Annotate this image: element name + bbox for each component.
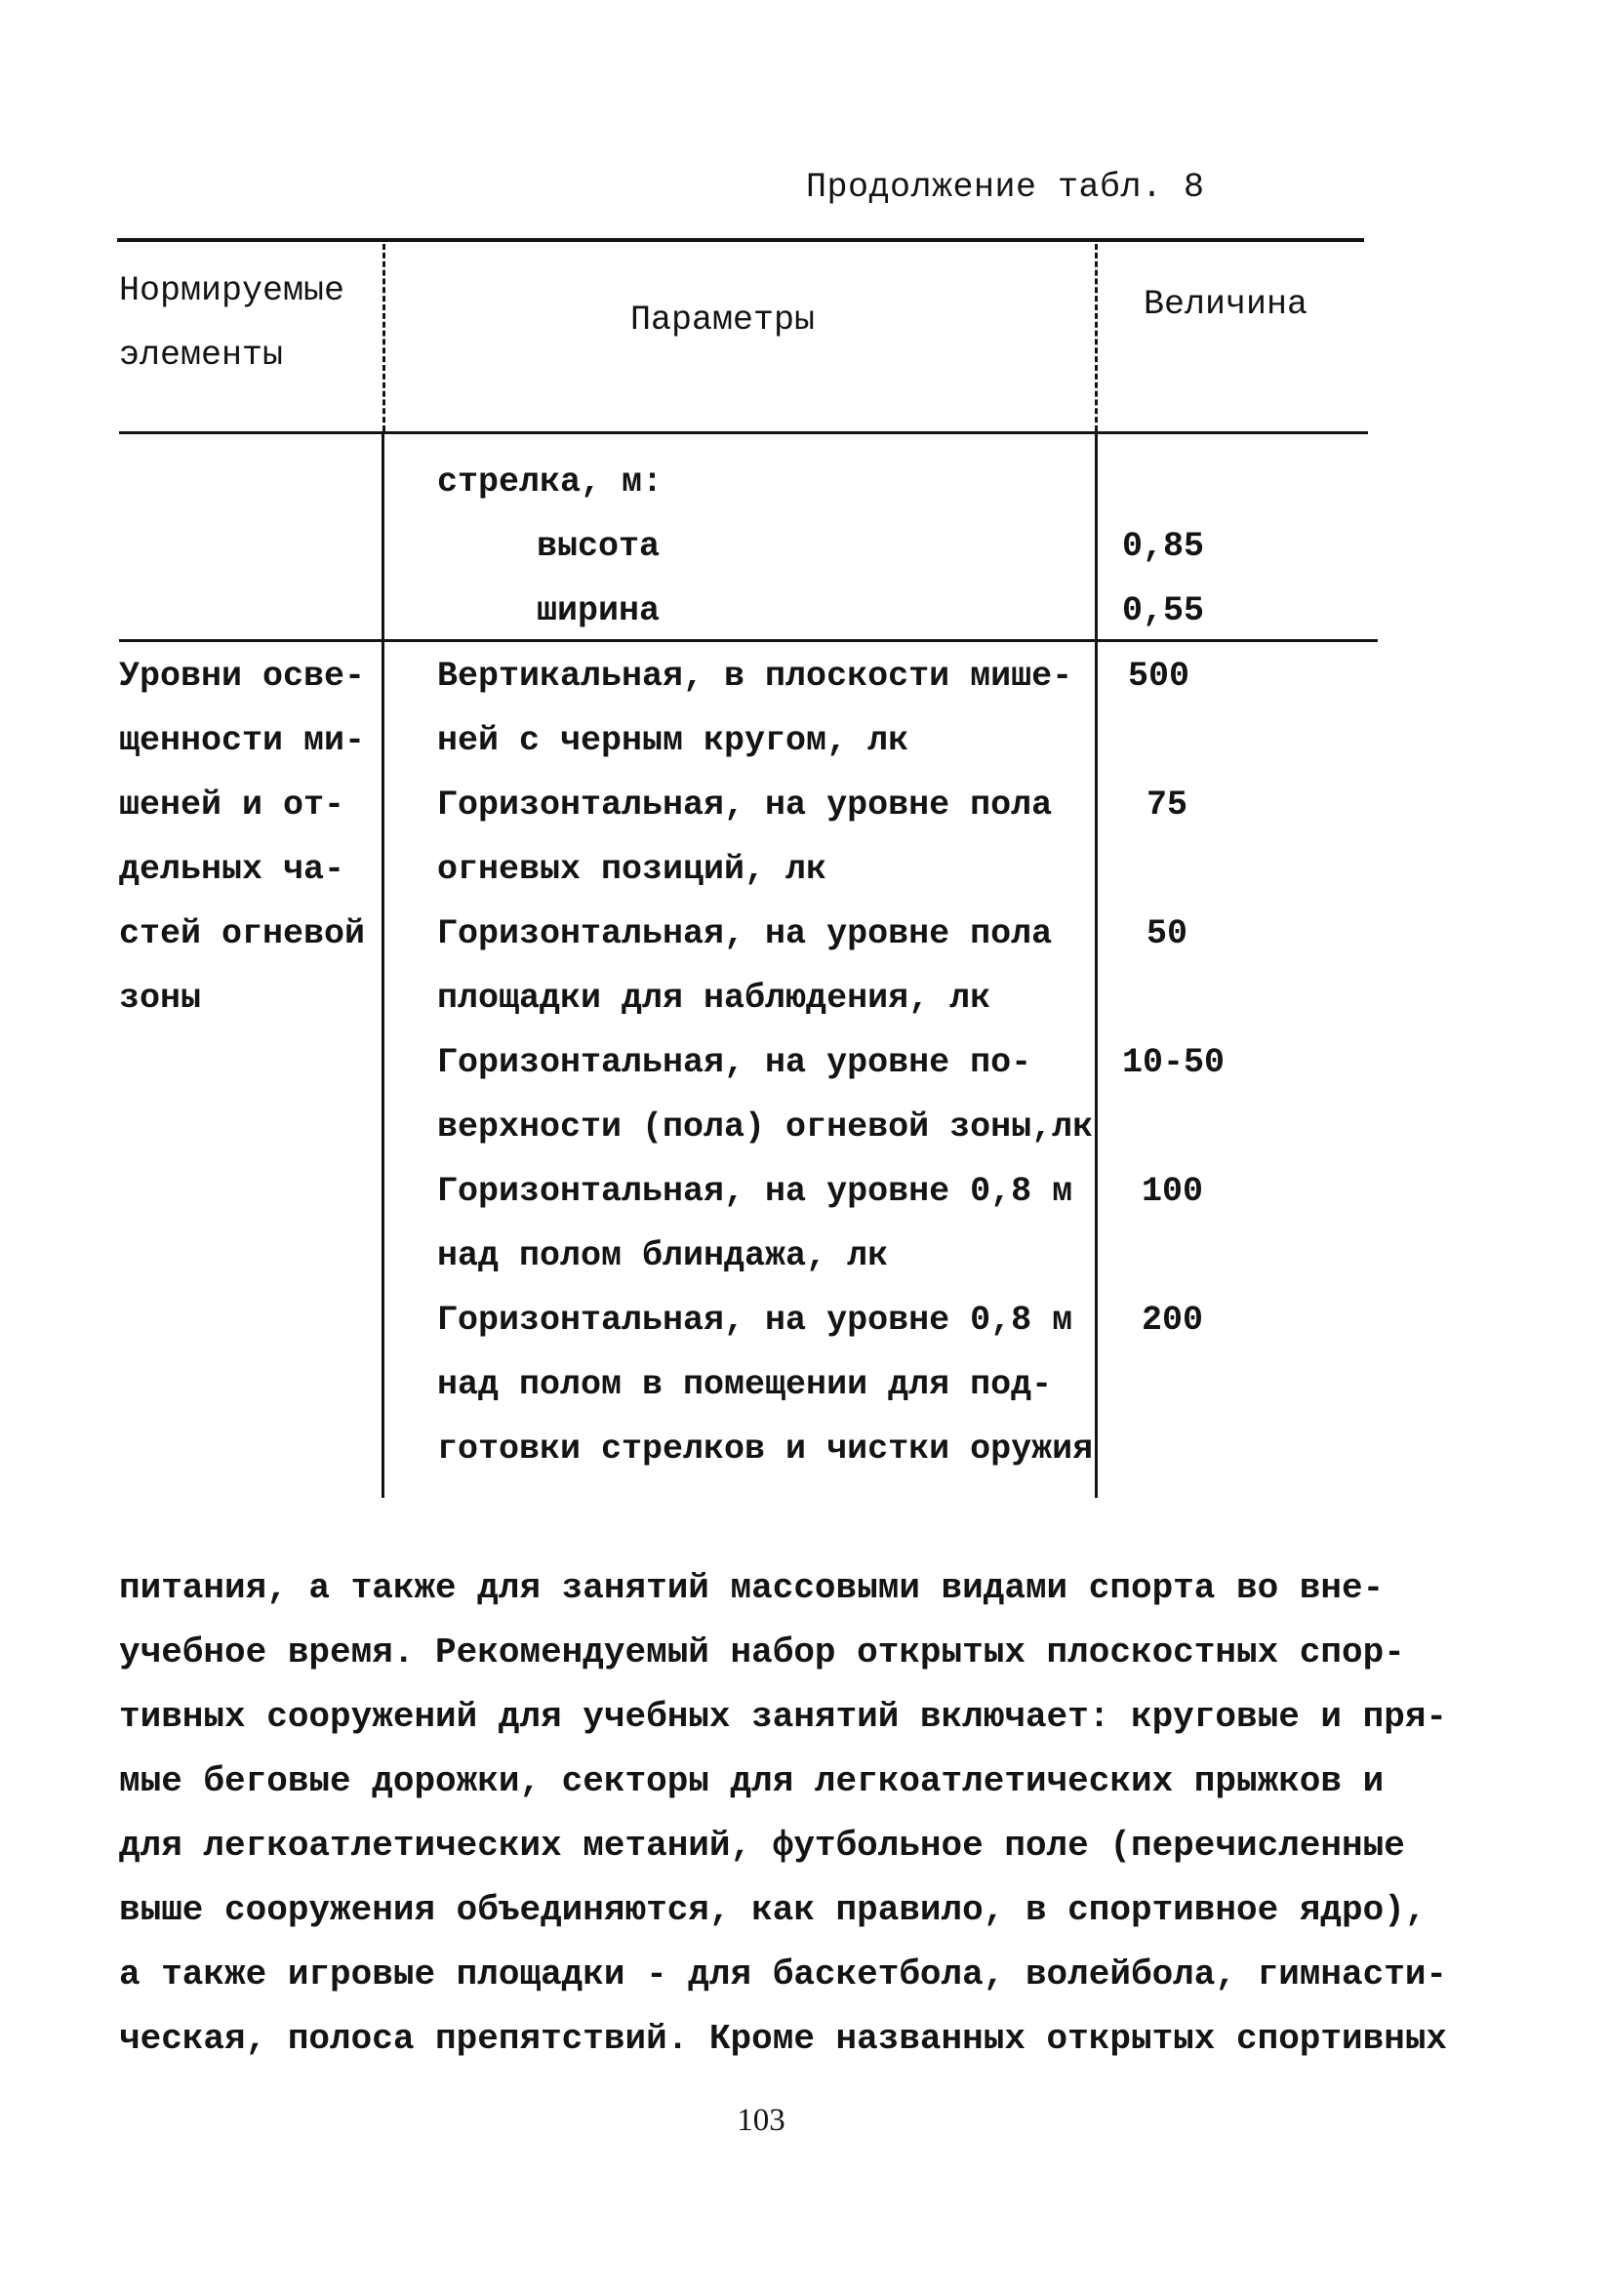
body-paragraph [119,1556,1448,2072]
continuation-label: стрелка, м: [437,463,664,502]
paragraph-line: а также игровые площадки - для баскетбола, волейбола, гимнасти- [119,1954,1448,1994]
param-line: огневых позиций, лк [437,850,827,889]
param-line: готовки стрелков и чистки оружия [437,1430,1094,1469]
param-line: Горизонтальная, на уровне 0,8 м [437,1301,1073,1340]
row-value: 500 [1128,657,1190,696]
header-value: Величина [1144,285,1308,324]
param-line: Горизонтальная, на уровне 0,8 м [437,1172,1073,1211]
header-separator-1 [382,244,385,431]
paragraph-line: для легкоатлетических метаний, футбольное поле (перечисленные [119,1826,1405,1866]
value-height: 0,85 [1122,527,1205,566]
param-line: Горизонтальная, на уровне по- [437,1043,1032,1082]
param-line: Горизонтальная, на уровне пола [437,785,1053,825]
paragraph-line: мые беговые дорожки, секторы для легкоатлетических прыжков и [119,1761,1385,1801]
column-rule-2 [1095,434,1098,1498]
param-line: Вертикальная, в плоскости мише- [437,657,1073,696]
row-value: 10-50 [1122,1043,1226,1082]
element-line: щенности ми- [119,721,366,760]
header-elements-line2: элементы [119,336,284,375]
paragraph-line: питания, а также для занятий массовыми видами спорта во вне- [119,1568,1385,1608]
page-number: 103 [737,2103,785,2138]
header-separator-2 [1095,244,1098,431]
param-line: над полом в помещении для под- [437,1365,1053,1404]
element-line: Уровни осве- [119,657,366,696]
paragraph-line: учебное время. Рекомендуемый набор открытых плоскостных спор- [119,1632,1405,1672]
param-height: высота [537,527,661,566]
row-value: 75 [1146,785,1188,825]
param-line: ней с черным кругом, лк [437,721,909,760]
row-value: 200 [1142,1301,1204,1340]
row-value: 50 [1146,914,1188,953]
element-line: стей огневой [119,914,366,953]
param-line: Горизонтальная, на уровне пола [437,914,1053,953]
param-line: верхности (пола) огневой зоны,лк [437,1108,1094,1147]
header-parameters: Параметры [630,301,816,340]
row-value: 100 [1142,1172,1204,1211]
paragraph-line: выше сооружения объединяются, как правило, в спортивное ядро), [119,1890,1427,1930]
element-line: шеней и от- [119,785,345,825]
header-bottom-rule [119,431,1368,434]
header-elements-line1: Нормируемые [119,271,345,310]
table-caption: Продолжение табл. 8 [806,168,1205,207]
param-line: над полом блиндажа, лк [437,1236,889,1275]
paragraph-line: тивных сооружений для учебных занятий включает: круговые и пря- [119,1697,1448,1737]
element-line: зоны [119,979,202,1018]
param-line: площадки для наблюдения, лк [437,979,991,1018]
column-rule-1 [382,434,384,1498]
paragraph-line: ческая, полоса препятствий. Кроме названных открытых спортивных [119,2019,1448,2059]
element-line: дельных ча- [119,850,345,889]
value-width: 0,55 [1122,591,1205,630]
table-top-rule [117,238,1364,242]
param-width: ширина [537,591,661,630]
